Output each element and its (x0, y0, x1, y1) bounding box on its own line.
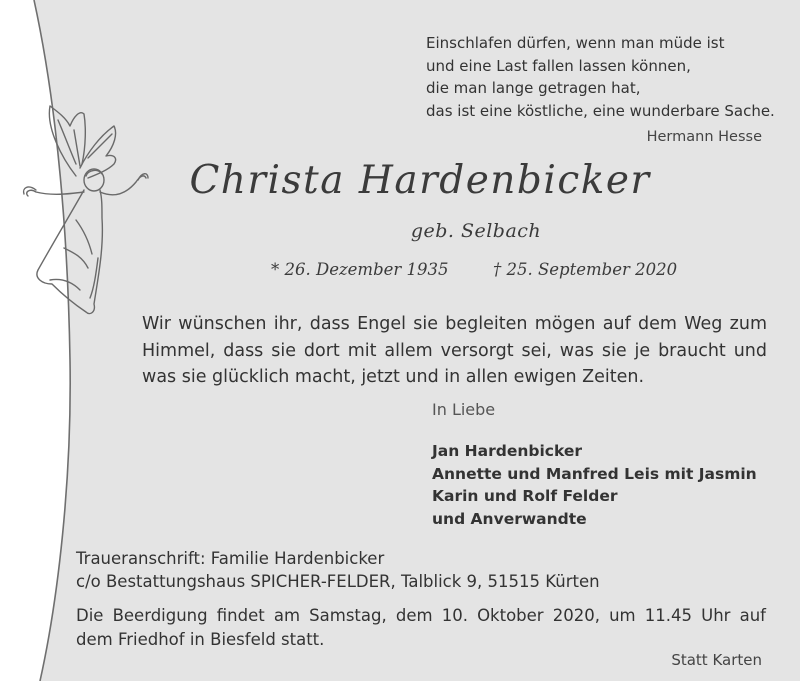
funeral-info (76, 604, 766, 652)
message-line: was sie glücklich macht, jetzt und in allen ewigen Zeiten. (142, 367, 645, 387)
signature-intro: In Liebe (432, 400, 496, 419)
mourner-name: Jan Hardenbicker (432, 442, 583, 460)
poem-line: und eine Last fallen lassen können, (426, 56, 691, 75)
message-line: Himmel, dass sie dort mit allem versorgt sei, was sie je braucht und (142, 340, 767, 361)
poem-author: Hermann Hesse (646, 129, 762, 145)
memorial-message (142, 311, 767, 391)
address-line: Traueranschrift: Familie Hardenbicker (76, 549, 385, 568)
poem-line: die man lange getragen hat, (426, 79, 641, 97)
message-line: Wir wünschen ihr, dass Engel sie begleiten mögen auf dem Weg zum (142, 314, 767, 334)
death-date: † 25. September 2020 (493, 260, 678, 279)
address-line: c/o Bestattungshaus SPICHER-FELDER, Talblick 9, 51515 Kürten (76, 571, 600, 591)
mourner-name: Karin und Rolf Felder (432, 487, 618, 505)
funeral-line: dem Friedhof in Biesfeld statt. (76, 630, 325, 649)
footer-note: Statt Karten (671, 651, 762, 669)
mourners-list (432, 440, 757, 530)
birth-name: geb. Selbach (410, 220, 542, 242)
poem-quote (426, 32, 786, 122)
poem-line: das ist eine köstliche, eine wunderbare Sache. (426, 101, 775, 120)
mourner-name: Annette und Manfred Leis mit Jasmin (432, 464, 757, 483)
birth-date: * 26. Dezember 1935 (271, 260, 449, 279)
mourner-name: und Anverwandte (432, 509, 587, 528)
deceased-name: Christa Hardenbicker (189, 158, 651, 203)
funeral-line: Die Beerdigung findet am Samstag, dem 10. Oktober 2020, um 11.45 Uhr auf (76, 606, 766, 625)
poem-line: Einschlafen dürfen, wenn man müde ist (426, 34, 725, 52)
angel-icon (14, 98, 154, 328)
mourning-address (76, 548, 600, 593)
